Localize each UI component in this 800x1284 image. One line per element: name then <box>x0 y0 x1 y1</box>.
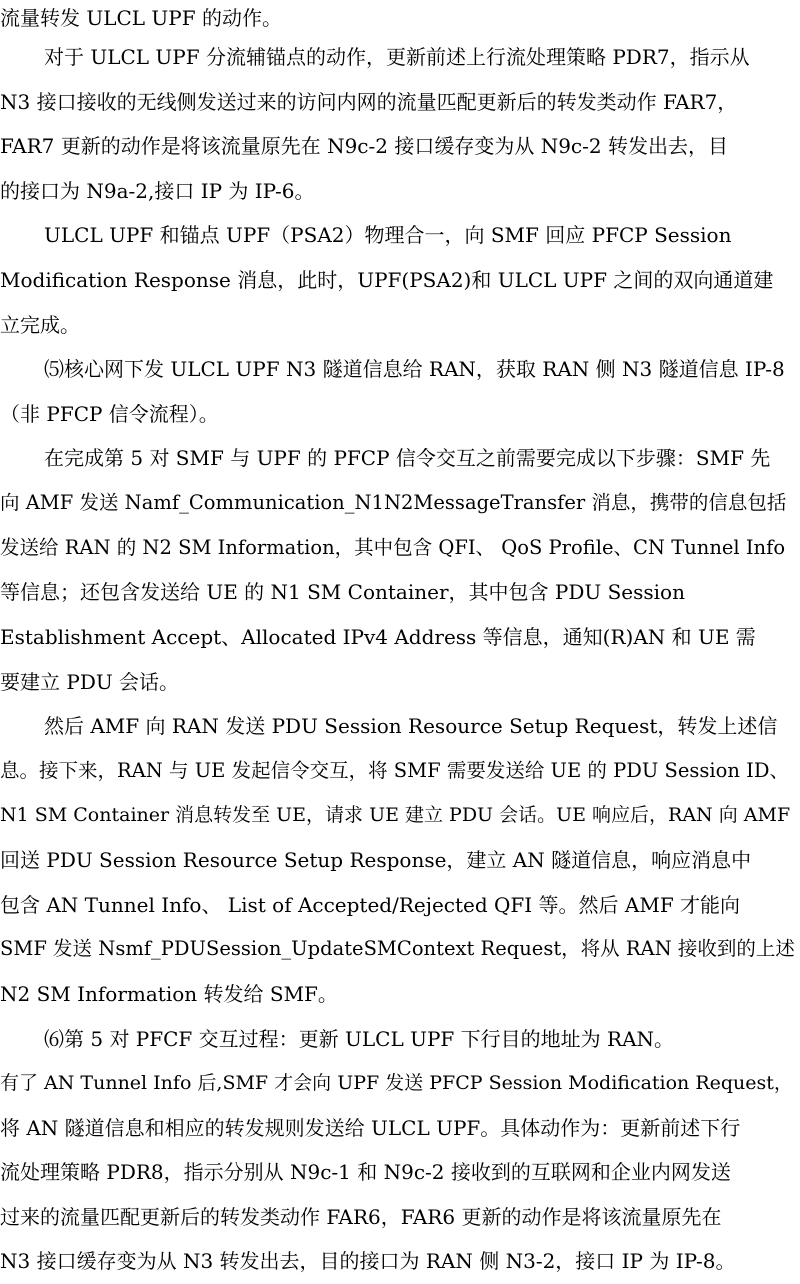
text-line-6: ULCL UPF 和锚点 UPF（PSA2）物理合一，向 SMF 回应 PFCP Session <box>44 223 732 247</box>
text-line-26: 将 AN 隧道信息和相应的转发规则发送给 ULCL UPF。具体动作为：更新前述下行 <box>0 1116 741 1140</box>
text-line-10: （非 PFCP 信令流程）。 <box>0 402 219 426</box>
text-line-12: 向 AMF 发送 Namf_Communication_N1N2MessageTransfer 消息，携带的信息包括 <box>0 491 787 514</box>
text-line-2: 对于 ULCL UPF 分流辅锚点的动作，更新前述上行流处理策略 PDR7，指示从 <box>44 45 750 69</box>
text-line-8: 立完成。 <box>0 313 80 337</box>
text-line-4: FAR7 更新的动作是将该流量原先在 N9c-2 接口缓存变为从 N9c-2 转发出去，目 <box>0 134 728 158</box>
text-line-21: 包含 AN Tunnel Info、 List of Accepted/Rejected QFI 等。然后 AMF 才能向 <box>0 893 741 917</box>
text-line-22: SMF 发送 Nsmf_PDUSession_UpdateSMContext Request，将从 RAN 接收到的上述 <box>0 937 795 960</box>
text-line-20: 回送 PDU Session Resource Setup Response，建立 AN 隧道信息，响应消息中 <box>0 848 752 872</box>
text-line-28: 过来的流量匹配更新后的转发类动作 FAR6，FAR6 更新的动作是将该流量原先在 <box>0 1205 722 1229</box>
text-line-23: N2 SM Information 转发给 SMF。 <box>0 982 338 1006</box>
text-line-24: ⑹第 5 对 PFCF 交互过程：更新 ULCL UPF 下行目的地址为 RAN。 <box>44 1027 675 1051</box>
text-line-19: N1 SM Container 消息转发至 UE，请求 UE 建立 PDU 会话。UE 响应后，RAN 向 AMF <box>0 804 791 826</box>
text-line-18: 息。接下来，RAN 与 UE 发起信令交互，将 SMF 需要发送给 UE 的 PDU Session ID、 <box>0 759 789 782</box>
text-line-16: 要建立 PDU 会话。 <box>0 670 180 694</box>
text-line-7: Modification Response 消息，此时，UPF(PSA2)和 ULCL UPF 之间的双向通道建 <box>0 268 774 292</box>
text-line-15: Establishment Accept、Allocated IPv4 Address 等信息，通知(R)AN 和 UE 需 <box>0 625 756 649</box>
text-line-3: N3 接口接收的无线侧发送过来的访问内网的流量匹配更新后的转发类动作 FAR7， <box>0 90 738 114</box>
text-line-5: 的接口为 N9a-2,接口 IP 为 IP-6。 <box>0 179 315 203</box>
text-line-9: ⑸核心网下发 ULCL UPF N3 隧道信息给 RAN，获取 RAN 侧 N3 隧道信息 IP-8 <box>44 357 785 381</box>
text-line-27: 流处理策略 PDR8，指示分别从 N9c-1 和 N9c-2 接收到的互联网和企业内网发送 <box>0 1160 731 1184</box>
text-line-25: 有了 AN Tunnel Info 后,SMF 才会向 UPF 发送 PFCP Session Modification Request， <box>0 1072 793 1094</box>
text-line-11: 在完成第 5 对 SMF 与 UPF 的 PFCP 信令交互之前需要完成以下步骤：SMF 先 <box>44 446 771 470</box>
text-line-29: N3 接口缓存变为从 N3 转发出去，目的接口为 RAN 侧 N3-2，接口 IP 为 IP-8。 <box>0 1249 736 1273</box>
text-line-1: 流量转发 ULCL UPF 的动作。 <box>0 6 282 30</box>
text-line-17: 然后 AMF 向 RAN 发送 PDU Session Resource Setup Request，转发上述信 <box>44 714 778 738</box>
text-line-14: 等信息；还包含发送给 UE 的 N1 SM Container，其中包含 PDU Session <box>0 580 685 604</box>
text-line-13: 发送给 RAN 的 N2 SM Information，其中包含 QFI、 QoS Profile、CN Tunnel Info <box>0 536 786 559</box>
